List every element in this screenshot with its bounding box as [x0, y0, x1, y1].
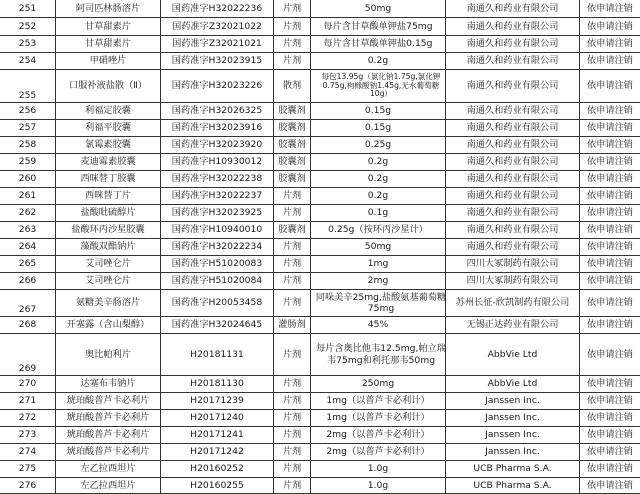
specification: 1mg — [367, 258, 389, 270]
drug-name: 达塞布韦钠片 — [80, 378, 136, 390]
approval-number: 国药准字H32023920 — [171, 139, 263, 151]
specification: 每包13.95g（氯化钠1.75g,氯化钾0.75g,枸橼酸钠1.45g,无水葡萄糖10g） — [321, 71, 441, 99]
table-row — [0, 120, 640, 137]
action-status: 依申请注销 — [587, 463, 633, 475]
action-status: 依申请注销 — [587, 38, 633, 50]
dosage-form: 片剂 — [282, 207, 302, 219]
action-status: 依申请注销 — [587, 80, 633, 92]
approval-number: 国药准字H32022237 — [171, 190, 263, 202]
table-row — [0, 317, 640, 334]
approval-number: H20171241 — [190, 429, 244, 441]
dosage-form: 片剂 — [282, 190, 302, 202]
drug-name: 阿司匹林肠溶片 — [75, 2, 141, 14]
row-number: 257 — [18, 122, 37, 134]
specification: 2mg（以普芦卡必利计） — [326, 446, 430, 458]
specification: 0.2g — [367, 173, 389, 185]
dosage-form: 胶囊剂 — [278, 122, 306, 134]
drug-name: 琥珀酸普芦卡必利片 — [66, 429, 150, 441]
approval-number: 国药准字H51020084 — [171, 275, 263, 287]
company-name: 南通久和药业有限公司 — [466, 55, 559, 67]
row-number: 255 — [18, 89, 37, 101]
drug-name: 琥珀酸普芦卡必利片 — [66, 446, 150, 458]
company-name: 南通久和药业有限公司 — [466, 241, 559, 253]
dosage-form: 片剂 — [282, 378, 302, 390]
action-status: 依申请注销 — [587, 446, 633, 458]
action-status: 依申请注销 — [587, 275, 633, 287]
company-name: 南通久和药业有限公司 — [466, 38, 559, 50]
company-name: 南通久和药业有限公司 — [466, 173, 559, 185]
row-number: 264 — [18, 241, 37, 253]
company-name: 南通久和药业有限公司 — [466, 190, 559, 202]
row-number: 262 — [18, 207, 37, 219]
approval-number: H20171240 — [190, 412, 244, 424]
row-number: 270 — [18, 378, 37, 390]
specification: 1.0g — [367, 479, 389, 491]
action-status: 依申请注销 — [587, 190, 633, 202]
action-status: 依申请注销 — [587, 207, 633, 219]
specification: 45% — [367, 319, 389, 331]
company-name: 四川大冢制药有限公司 — [466, 275, 559, 287]
table-row — [0, 461, 640, 478]
row-number: 268 — [18, 319, 37, 331]
table-row — [0, 427, 640, 444]
approval-number: H20160255 — [190, 479, 244, 491]
specification: 250mg — [361, 378, 395, 390]
dosage-form: 片剂 — [282, 412, 302, 424]
action-status: 依申请注销 — [587, 258, 633, 270]
specification: 0.2g — [367, 190, 389, 202]
approval-number: 国药准字Z32021021 — [172, 38, 262, 50]
drug-name: 藻酸双酯钠片 — [80, 241, 136, 253]
action-status: 依申请注销 — [587, 55, 633, 67]
row-number: 254 — [18, 55, 37, 67]
specification: 2mg（以普芦卡必利计） — [326, 429, 430, 441]
row-number: 251 — [18, 2, 37, 14]
row-number: 272 — [18, 412, 37, 424]
row-number: 256 — [18, 105, 37, 117]
drug-name: 利福平胶囊 — [85, 122, 131, 134]
company-name: 南通久和药业有限公司 — [466, 207, 559, 219]
dosage-form: 片剂 — [282, 479, 302, 491]
specification: 0.25g — [364, 139, 392, 151]
row-number: 269 — [18, 362, 37, 374]
row-number: 275 — [18, 463, 37, 475]
drug-name: 西咪替丁片 — [85, 190, 131, 202]
approval-number: 国药准字H20053458 — [171, 297, 263, 309]
specification: 1mg（以普芦卡必利计） — [326, 412, 430, 424]
table-row — [0, 0, 640, 18]
specification: 0.25g（按环丙沙星计） — [328, 224, 428, 236]
approval-number: 国药准字H32026325 — [171, 105, 263, 117]
drug-name: 琥珀酸普芦卡必利片 — [66, 412, 150, 424]
action-status: 依申请注销 — [587, 479, 633, 491]
drug-name: 左乙拉西坦片 — [80, 463, 136, 475]
approval-number: 国药准字H51020083 — [171, 258, 263, 270]
company-name: 南通久和药业有限公司 — [466, 105, 559, 117]
dosage-form: 片剂 — [282, 258, 302, 270]
table-row — [0, 478, 640, 494]
row-number: 259 — [18, 156, 37, 168]
row-number: 274 — [18, 446, 37, 458]
company-name: Janssen Inc. — [485, 412, 540, 424]
drug-name: 艾司唑仑片 — [85, 275, 131, 287]
row-number: 263 — [18, 224, 37, 236]
dosage-form: 片剂 — [282, 241, 302, 253]
table-row — [0, 410, 640, 427]
row-number: 266 — [18, 275, 37, 287]
dosage-form: 片剂 — [282, 38, 302, 50]
row-number: 271 — [18, 395, 37, 407]
action-status: 依申请注销 — [587, 395, 633, 407]
company-name: 南通久和药业有限公司 — [466, 2, 559, 14]
action-status: 依申请注销 — [587, 297, 633, 309]
dosage-form: 灌肠剂 — [278, 319, 306, 331]
specification: 每片含甘草酸单钾盐75mg — [323, 20, 433, 32]
table-row — [0, 171, 640, 188]
action-status: 依申请注销 — [587, 122, 633, 134]
table-row — [0, 376, 640, 393]
specification: 每片含奥比他韦12.5mg,帕立瑞韦75mg和利托那韦50mg — [315, 343, 447, 366]
specification: 1.0g — [367, 463, 389, 475]
approval-number: 国药准字H32023925 — [171, 207, 263, 219]
specification: 50mg — [364, 2, 392, 14]
drug-name: 艾司唑仑片 — [85, 258, 131, 270]
row-number: 267 — [18, 303, 37, 315]
dosage-form: 片剂 — [282, 20, 302, 32]
dosage-form: 胶囊剂 — [278, 173, 306, 185]
specification: 0.15g — [364, 105, 392, 117]
action-status: 依申请注销 — [587, 224, 633, 236]
approval-number: 国药准字Z32021022 — [172, 20, 262, 32]
action-status: 依申请注销 — [587, 173, 633, 185]
table-row — [0, 53, 640, 70]
action-status: 依申请注销 — [587, 241, 633, 253]
table-row — [0, 444, 640, 461]
action-status: 依申请注销 — [587, 20, 633, 32]
drug-name: 氯霉素胶囊 — [85, 139, 131, 151]
company-name: 南通久和药业有限公司 — [466, 156, 559, 168]
company-name: 南通久和药业有限公司 — [466, 80, 559, 92]
dosage-form: 片剂 — [282, 297, 302, 309]
action-status: 依申请注销 — [587, 156, 633, 168]
approval-number: 国药准字H32022238 — [171, 173, 263, 185]
company-name: 南通久和药业有限公司 — [466, 20, 559, 32]
dosage-form: 片剂 — [282, 395, 302, 407]
row-number: 260 — [18, 173, 37, 185]
drug-name: 琥珀酸普芦卡必利片 — [66, 395, 150, 407]
specification: 0.15g — [364, 122, 392, 134]
row-number: 276 — [18, 479, 37, 491]
action-status: 依申请注销 — [587, 348, 633, 360]
specification: 每片含甘草酸单钾盐0.15g — [323, 38, 433, 50]
drug-name: 西咪替丁胶囊 — [80, 173, 136, 185]
dosage-form: 片剂 — [282, 429, 302, 441]
approval-number: 国药准字H32022234 — [171, 241, 263, 253]
approval-number: 国药准字H32023915 — [171, 55, 263, 67]
row-number: 273 — [18, 429, 37, 441]
dosage-form: 散剂 — [282, 80, 302, 92]
table-row — [0, 256, 640, 273]
approval-number: 国药准字H10940010 — [171, 224, 263, 236]
company-name: Janssen Inc. — [485, 395, 540, 407]
drug-name: 奥比帕利片 — [85, 348, 131, 360]
specification: 0.1g — [367, 207, 389, 219]
approval-number: H20181130 — [190, 378, 244, 390]
approval-number: H20181131 — [190, 348, 244, 360]
drug-name: 利福定胶囊 — [85, 105, 131, 117]
table-row — [0, 393, 640, 410]
table-row — [0, 205, 640, 222]
approval-number: 国药准字H32023916 — [171, 122, 263, 134]
approval-number: 国药准字H32023226 — [171, 80, 263, 92]
table-row — [0, 36, 640, 53]
table-row — [0, 18, 640, 36]
drug-name: 甘草甜素片 — [85, 38, 131, 50]
table-row — [0, 239, 640, 256]
table-row — [0, 103, 640, 120]
approval-number: H20171239 — [190, 395, 244, 407]
dosage-form: 胶囊剂 — [278, 105, 306, 117]
table-row — [0, 222, 640, 239]
drug-name: 麦迪霉素胶囊 — [80, 156, 136, 168]
drug-name: 甘草甜素片 — [85, 20, 131, 32]
specification: 0.2g — [367, 55, 389, 67]
drug-name: 甲硝唑片 — [89, 55, 127, 67]
company-name: 南通久和药业有限公司 — [466, 139, 559, 151]
action-status: 依申请注销 — [587, 105, 633, 117]
table-row — [0, 290, 640, 317]
row-number: 261 — [18, 190, 37, 202]
action-status: 依申请注销 — [587, 429, 633, 441]
drug-name: 左乙拉西坦片 — [80, 479, 136, 491]
table-row — [0, 137, 640, 154]
dosage-form: 片剂 — [282, 275, 302, 287]
drug-name: 开塞露（含山梨醇） — [66, 319, 150, 331]
approval-number: 国药准字H32024645 — [171, 319, 263, 331]
action-status: 依申请注销 — [587, 412, 633, 424]
specification: 50mg — [364, 241, 392, 253]
dosage-form: 片剂 — [282, 55, 302, 67]
company-name: Janssen Inc. — [485, 429, 540, 441]
table-row — [0, 334, 640, 376]
company-name: 苏州长征-欣凯制药有限公司 — [455, 297, 570, 309]
drug-name: 盐酸环丙沙星胶囊 — [71, 224, 145, 236]
approval-number: 国药准字H32022236 — [171, 2, 263, 14]
table-row — [0, 188, 640, 205]
action-status: 依申请注销 — [587, 319, 633, 331]
table-row — [0, 154, 640, 171]
action-status: 依申请注销 — [587, 2, 633, 14]
company-name: 四川大冢制药有限公司 — [466, 258, 559, 270]
dosage-form: 胶囊剂 — [278, 224, 306, 236]
dosage-form: 胶囊剂 — [278, 156, 306, 168]
company-name: UCB Pharma S.A. — [473, 479, 552, 491]
dosage-form: 片剂 — [282, 348, 302, 360]
row-number: 265 — [18, 258, 37, 270]
specification: 同哚美辛25mg,盐酸氨基葡萄糖75mg — [315, 291, 447, 314]
specification: 1mg（以普芦卡必利计） — [326, 395, 430, 407]
drug-name: 氨糖美辛肠溶片 — [75, 297, 141, 309]
drug-name: 盐酸吡硫醇片 — [80, 207, 136, 219]
dosage-form: 片剂 — [282, 2, 302, 14]
approval-number: 国药准字H10930012 — [171, 156, 263, 168]
company-name: UCB Pharma S.A. — [473, 463, 552, 475]
table-row — [0, 273, 640, 290]
drug-name: 口服补液盐散（Ⅱ） — [68, 80, 148, 92]
approval-number: H20171242 — [190, 446, 244, 458]
company-name: 南通久和药业有限公司 — [466, 224, 559, 236]
company-name: Janssen Inc. — [485, 446, 540, 458]
action-status: 依申请注销 — [587, 139, 633, 151]
dosage-form: 片剂 — [282, 446, 302, 458]
row-number: 253 — [18, 38, 37, 50]
row-number: 252 — [18, 20, 37, 32]
approval-number: H20160252 — [190, 463, 244, 475]
row-number: 258 — [18, 139, 37, 151]
company-name: AbbVie Ltd — [487, 378, 538, 390]
company-name: AbbVie Ltd — [487, 348, 538, 360]
action-status: 依申请注销 — [587, 378, 633, 390]
dosage-form: 片剂 — [282, 463, 302, 475]
company-name: 无锡正达药业有限公司 — [466, 319, 559, 331]
specification: 0.2g — [367, 156, 389, 168]
dosage-form: 胶囊剂 — [278, 139, 306, 151]
company-name: 南通久和药业有限公司 — [466, 122, 559, 134]
table-row — [0, 70, 640, 103]
specification: 2mg — [367, 275, 389, 287]
